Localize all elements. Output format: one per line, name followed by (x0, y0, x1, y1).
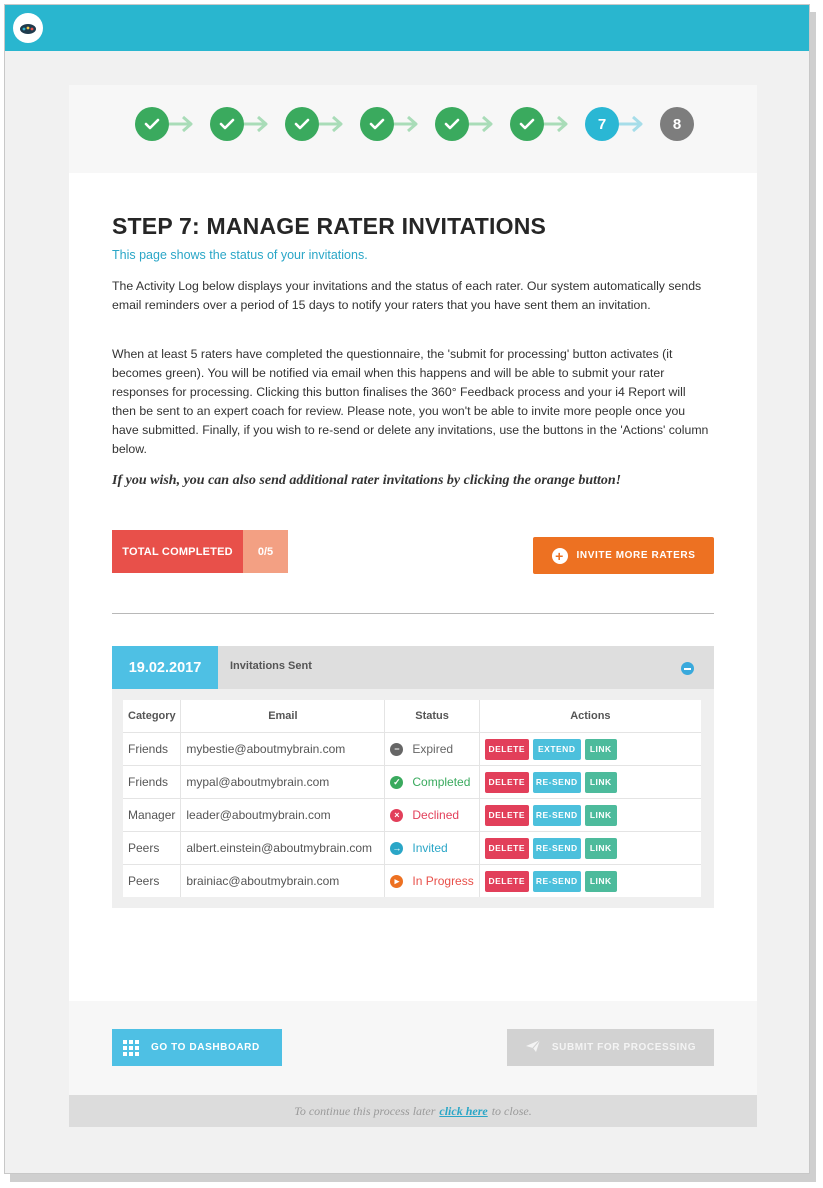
step-7-indicator: 7 (585, 107, 619, 141)
status-label: Invited (412, 841, 448, 855)
status-label: Completed (412, 775, 471, 789)
delete-button[interactable]: DELETE (485, 871, 529, 892)
total-completed-label: TOTAL COMPLETED (112, 530, 243, 573)
table-row (123, 766, 701, 799)
continue-text-after: to close. (491, 1103, 532, 1118)
step-arrow-icon (168, 114, 194, 139)
re-send-button[interactable]: RE-SEND (533, 871, 581, 892)
divider (112, 613, 714, 614)
step-5-check-icon (435, 107, 469, 141)
click-here-link[interactable]: click here (439, 1103, 488, 1118)
row-actions (485, 871, 696, 892)
page-title: STEP 7: MANAGE RATER INVITATIONS (112, 213, 547, 239)
status-label: Expired (412, 742, 454, 756)
row-category: Manager (123, 799, 181, 832)
instructions-paragraph: When at least 5 raters have completed the questionnaire, the 'submit for processing' button activates (it becomes green). You will be notified via email when this happens and will be able to submit your rater responses for processing. Clicking this button finalises the 360° Feedback process and your i4 Report will then be sent to an expert coach for review. Please note, you won't be able to invite more people once you have submitted. Finally, if you wish to re-send or delete any invitations, use the buttons in the 'Actions' column below. (112, 347, 709, 456)
step-arrow-icon (543, 114, 569, 139)
re-send-button[interactable]: RE-SEND (533, 772, 581, 793)
continue-text-before: To continue this process later (294, 1103, 436, 1118)
re-send-button[interactable]: RE-SEND (533, 805, 581, 826)
submit-button-label: SUBMIT FOR PROCESSING (551, 1042, 697, 1053)
play-icon: ▸ (390, 875, 403, 888)
link-button[interactable]: LINK (585, 871, 617, 892)
activity-log-header[interactable] (112, 646, 714, 689)
col-category: Category (123, 700, 181, 733)
total-completed-badge (112, 530, 288, 573)
delete-button[interactable]: DELETE (485, 838, 529, 859)
table-header-row (123, 700, 701, 733)
col-actions: Actions (479, 700, 701, 733)
row-category: Peers (123, 865, 181, 898)
page-subtitle: This page shows the status of your invitations. (112, 248, 368, 262)
invite-hint: If you wish, you can also send additional rater invitations by clicking the orange button! (112, 473, 622, 488)
main-card (69, 85, 757, 1123)
total-completed-value: 0/5 (243, 530, 288, 573)
extend-button[interactable]: EXTEND (533, 739, 581, 760)
paper-plane-icon (525, 1039, 541, 1056)
row-category: Friends (123, 766, 181, 799)
continue-later-bar (69, 1095, 757, 1127)
submit-for-processing-button[interactable] (507, 1029, 714, 1066)
col-email: Email (181, 700, 385, 733)
row-email: mybestie@aboutmybrain.com (181, 733, 385, 766)
row-category: Friends (123, 733, 181, 766)
arrow-right-icon: → (392, 842, 402, 853)
link-button[interactable]: LINK (585, 838, 617, 859)
top-bar (5, 5, 809, 51)
check-icon: ✓ (390, 776, 403, 789)
step-4-check-icon (360, 107, 394, 141)
delete-button[interactable]: DELETE (485, 772, 529, 793)
status-label: In Progress (412, 874, 474, 888)
plus-icon: + (552, 548, 568, 564)
brain-logo-icon[interactable] (13, 13, 43, 43)
table-row (123, 865, 701, 898)
step-1-check-icon (135, 107, 169, 141)
link-button[interactable]: LINK (585, 805, 617, 826)
step-arrow-icon (468, 114, 494, 139)
activity-log (112, 646, 714, 908)
row-category: Peers (123, 832, 181, 865)
go-to-dashboard-button[interactable] (112, 1029, 282, 1066)
step-3-check-icon (285, 107, 319, 141)
grid-icon (123, 1040, 139, 1056)
step-2-check-icon (210, 107, 244, 141)
log-date: 19.02.2017 (112, 646, 218, 689)
status-label: Declined (412, 808, 460, 822)
table-row (123, 799, 701, 832)
intro-paragraph: The Activity Log below displays your invitations and the status of each rater. Our system automatically sends email reminders over a period of 15 days to notify your raters that you have sent them an invitation. (112, 279, 702, 312)
step-arrow-icon (393, 114, 419, 139)
invitations-table (123, 700, 701, 897)
re-send-button[interactable]: RE-SEND (533, 838, 581, 859)
col-status: Status (385, 700, 479, 733)
delete-button[interactable]: DELETE (485, 805, 529, 826)
step-arrow-icon (318, 114, 344, 139)
step-8-indicator: 8 (660, 107, 694, 141)
step-6-check-icon (510, 107, 544, 141)
link-button[interactable]: LINK (585, 772, 617, 793)
page-frame (4, 4, 810, 1174)
collapse-icon[interactable] (681, 662, 694, 675)
row-email: leader@aboutmybrain.com (181, 799, 385, 832)
delete-button[interactable]: DELETE (485, 739, 529, 760)
row-status (390, 874, 473, 888)
row-status (390, 841, 473, 855)
row-actions (485, 838, 696, 859)
row-actions (485, 772, 696, 793)
minus-icon: − (390, 743, 403, 756)
table-row (123, 832, 701, 865)
row-status (390, 742, 473, 756)
row-actions (485, 739, 696, 760)
log-title: Invitations Sent (230, 660, 312, 672)
row-email: albert.einstein@aboutmybrain.com (181, 832, 385, 865)
row-email: mypal@aboutmybrain.com (181, 766, 385, 799)
table-row (123, 733, 701, 766)
progress-stepper (69, 85, 757, 173)
row-email: brainiac@aboutmybrain.com (181, 865, 385, 898)
step-arrow-icon (618, 114, 644, 139)
invite-button-label: INVITE MORE RATERS (576, 550, 696, 561)
dashboard-button-label: GO TO DASHBOARD (151, 1042, 260, 1053)
row-status (390, 775, 473, 789)
invite-more-raters-button[interactable] (533, 537, 714, 574)
link-button[interactable]: LINK (585, 739, 617, 760)
x-icon: × (390, 809, 403, 822)
step-arrow-icon (243, 114, 269, 139)
row-status (390, 808, 473, 822)
row-actions (485, 805, 696, 826)
